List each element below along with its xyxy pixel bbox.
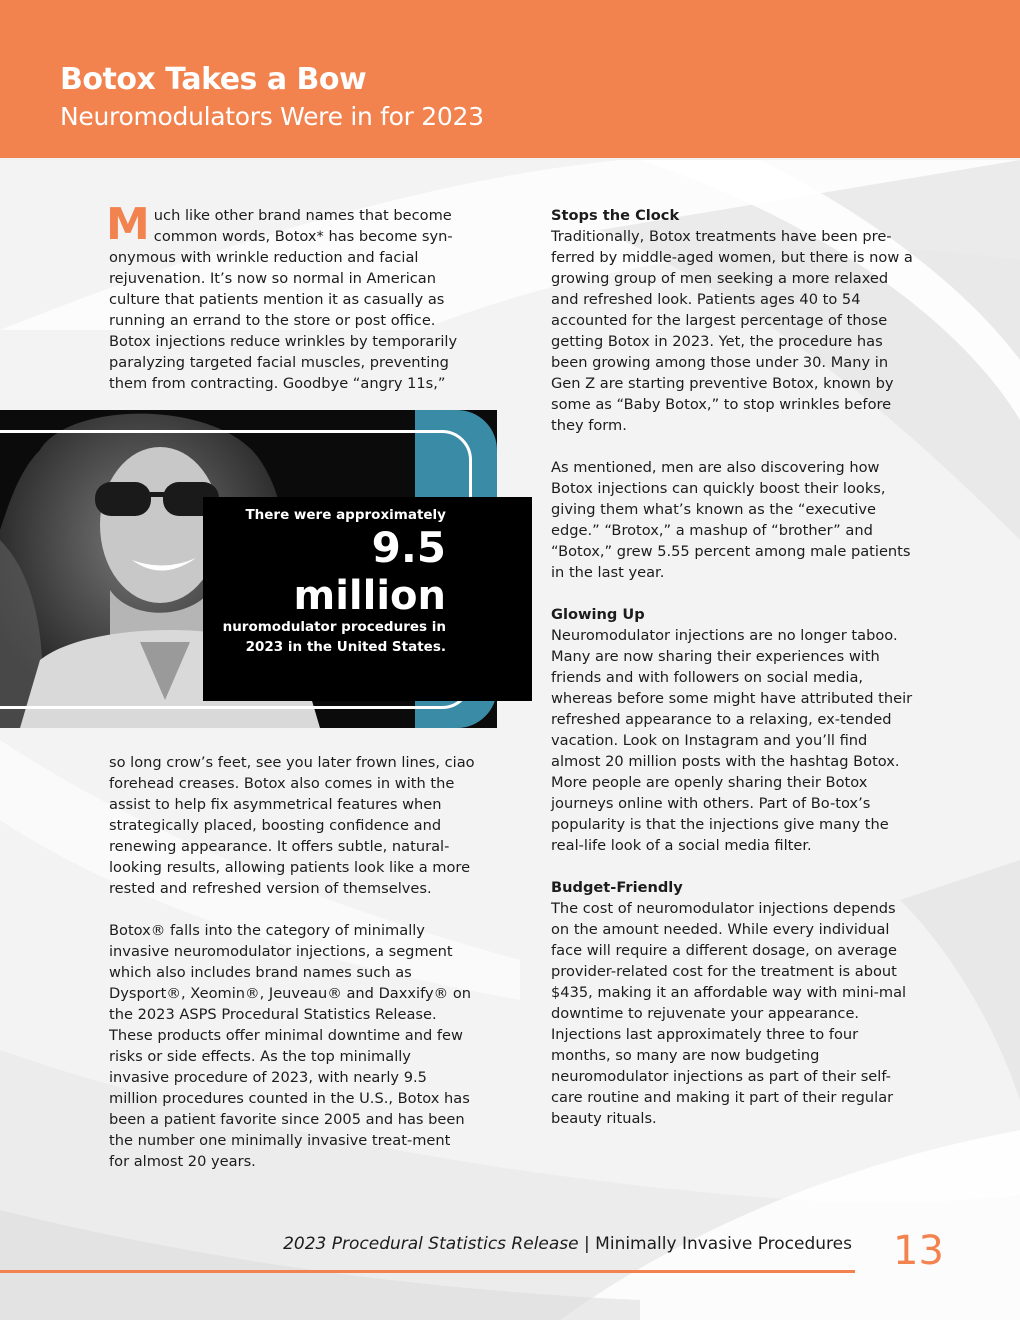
section-heading-glowing-up: Glowing Up (551, 606, 645, 623)
intro-text: uch like other brand names that become common words, Botox* has become syn-onymous with wrinkle reduction and facial rejuvenation. It’s now so normal in American culture that patients mention it as casually as running an errand to the store or post office. Botox injections reduce wrinkles by temporarily paralyzing targeted facial muscles, preventing them from contracting. Goodbye “angry 11s,” (109, 207, 458, 392)
stops-the-clock-paragraph: Traditionally, Botox treatments have been pre-ferred by middle-aged women, but there is now a growing group of men seeking a more relaxed and refreshed look. Patients ages 40 to 54 accounted for the largest percentage of those getting Botox in 2023. Yet, the procedure has been growing among those under 30. Many in Gen Z are starting preventive Botox, known by some as “Baby Botox,” to stop wrinkles before they form. (551, 228, 913, 434)
footer-section: Minimally Invasive Procedures (595, 1234, 852, 1254)
neuromodulator-paragraph: Botox® falls into the category of minimally invasive neuromodulator injections, a segment which also includes brand names such as Dysport®, Xeomin®, Jeuveau® and Daxxify® on the 2023 ASPS Procedural Statistics Release. These products offer minimal downtime and few risks or side effects. As the top minimally invasive procedure of 2023, with nearly 9.5 million procedures counted in the U.S., Botox has been a patient favorite since 2005 and has been the number one minimally invasive treat-ment for almost 20 years. (109, 922, 472, 1170)
men-paragraph: As mentioned, men are also discovering how Botox injections can quickly boost their looks, giving them what’s known as the “executive edge.” “Brotox,” a mashup of “brother” and “Botox,” grew 5.55 percent among male patients in the last year. (551, 459, 911, 581)
footer-publication: 2023 Procedural Statistics Release (283, 1234, 579, 1254)
section-heading-stops-the-clock: Stops the Clock (551, 207, 680, 224)
left-column-top (106, 199, 475, 394)
glowing-up-paragraph: Neuromodulator injections are no longer taboo. Many are now sharing their experiences with friends and with followers on social media, whereas before some might have attributed their refreshed appearance to a relaxing, ex-tended vacation. Look on Instagram and you’ll find almost 20 million posts with the hashtag Botox. More people are openly sharing their Botox journeys online with others. Part of Bo-tox’s popularity is that the injections give many the real-life look of a social media filter. (551, 627, 913, 854)
stat-tail-text: nuromodulator procedures in 2023 in the United States. (222, 619, 446, 655)
page-header (0, 0, 1020, 158)
section-heading-budget-friendly: Budget-Friendly (551, 879, 683, 896)
page-number: 13 (893, 1228, 944, 1274)
stat-callout-box (203, 497, 532, 701)
continued-paragraph: so long crow’s feet, see you later frown lines, ciao forehead creases. Botox also comes in with the assist to help fix asymmetrical features when strategically placed, boosting confidence and renewing appearance. It offers subtle, natural-looking results, allowing patients look like a more rested and refreshed version of themselves. (109, 754, 475, 897)
drop-cap: M (106, 199, 150, 250)
footer-separator: | (578, 1234, 596, 1254)
footer-publication-line (283, 1234, 852, 1254)
stat-unit: million (293, 573, 446, 619)
page-title: Botox Takes a Bow (60, 62, 367, 97)
page-subtitle: Neuromodulators Were in for 2023 (60, 102, 484, 131)
intro-paragraph (106, 199, 475, 394)
footer-rule (0, 1270, 855, 1273)
budget-friendly-paragraph: The cost of neuromodulator injections depends on the amount needed. While every individual face will require a different dosage, on average provider-related cost for the treatment is about $435, making it an affordable way with mini-mal downtime to rejuvenate your appearance. Injections last approximately three to four months, so many are now budgeting neuromodulator injections as part of their self-care routine and making it part of their regular beauty rituals. (551, 900, 907, 1127)
left-column-bottom (109, 752, 475, 1172)
stat-lead-text: There were approximately (245, 507, 446, 523)
right-column (551, 205, 917, 1129)
stat-number: 9.5 (371, 523, 446, 572)
